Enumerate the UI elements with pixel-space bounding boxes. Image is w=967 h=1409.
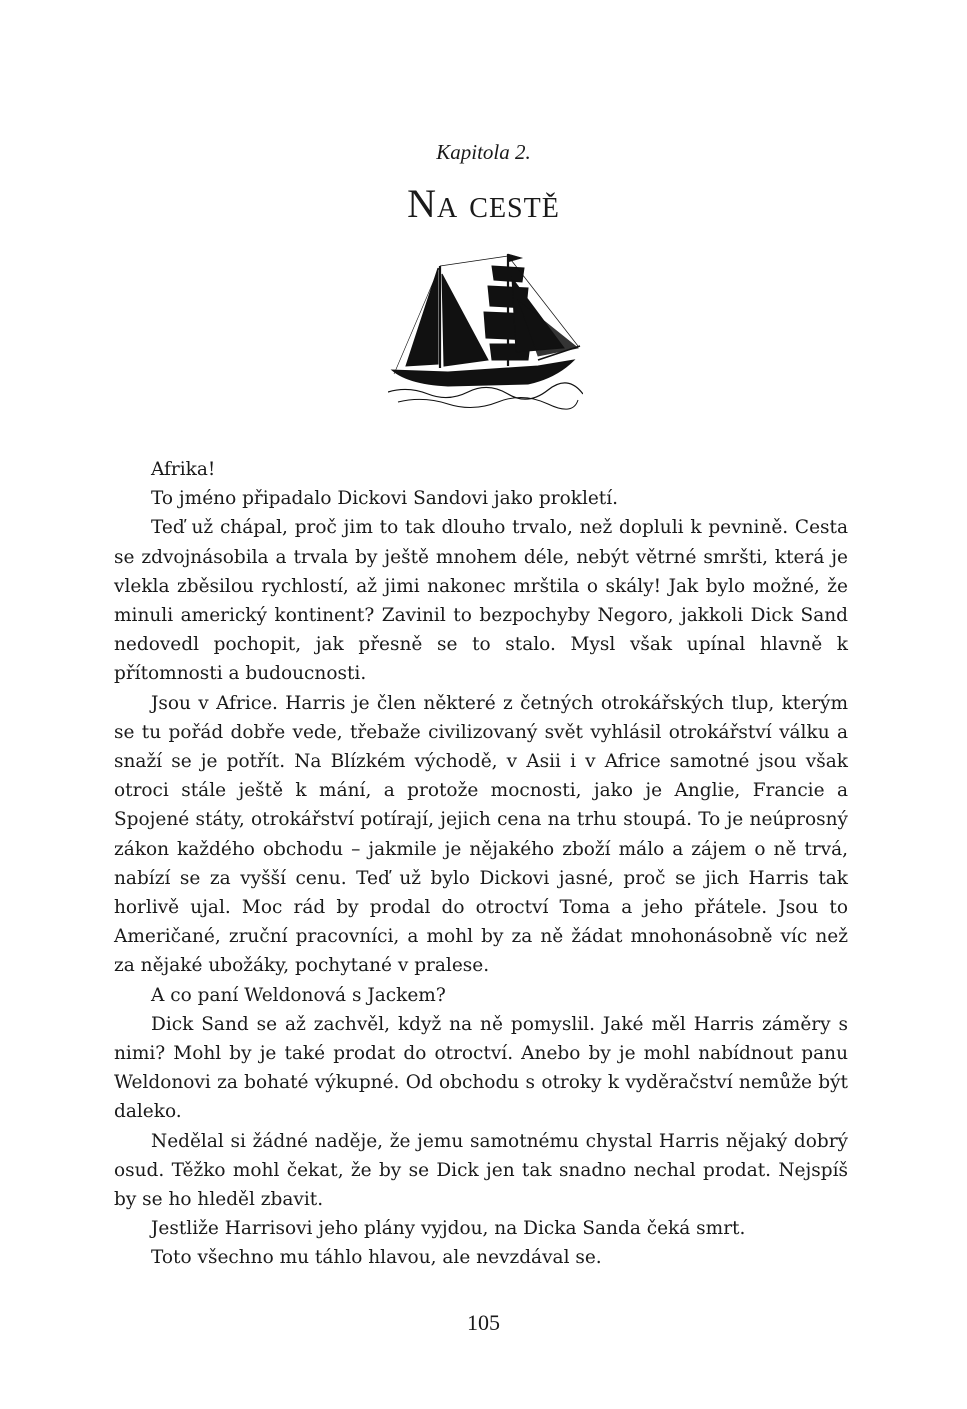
paragraph: Jsou v Africe. Harris je člen některé z četných otrokářských tlup, kterým se tu pořád dobře vede, třebaže civilizovaný svět vyhlásil otrokářství válku a snaží se je potřít. Na Blízkém východě, v Asii i v Africe samotné jsou však otroci stále ještě k mání, a protože mocnosti, jako je Anglie, Francie a Spojené státy, otrokářství potírají, jejich cena na trhu stoupá. To je neúprosný zákon každého obchodu – jakmile je nějakého zboží málo a zájem o ně trvá, nabízí se za vyšší cenu. Teď už bylo Dickovi jasné, proč se jich Harris tak horlivě ujal. Moc rád by prodal do otroctví Toma a jeho přátele. Jsou to Američané, zruční pracovníci, a mohl by za ně žádat mnohonásobně víc než za nějaké ubožáky, pochytané v pralese.	[114, 692, 848, 977]
paragraph: Jestliže Harrisovi jeho plány vyjdou, na Dicka Sanda čeká smrt.	[151, 1218, 746, 1240]
paragraph: Afrika!	[151, 459, 216, 480]
chapter-body	[114, 455, 848, 1273]
paragraph: To jméno připadalo Dickovi Sandovi jako prokletí.	[151, 488, 619, 510]
page-number: 105	[467, 1310, 500, 1335]
sailing-ship-icon	[388, 248, 583, 410]
paragraph: Teď už chápal, proč jim to tak dlouho trvalo, než dopluli k pevnině. Cesta se zdvojnásobila a trvala by ještě mnohem déle, nebýt větrné smršti, která je vlekla zběsilou rychlostí, až jimi nakonec mrštila o skály! Jak bylo možné, že minuli americký kontinent? Zavinil to bezpochyby Negoro, jakkoli Dick Sand nedovedl pochopit, jak přesně se to stalo. Mysl však upínal hlavně k přítomnosti a budoucnosti.	[114, 517, 848, 685]
chapter-title: Na cestě	[407, 181, 560, 226]
paragraph: Dick Sand se až zachvěl, když na ně pomyslil. Jaké měl Harris záměry s nimi? Mohl by je také prodat do otroctví. Anebo by je mohl nabídnout panu Weldonovi za bohaté výkupné. Od obchodu s otroky k vyděračství nemůže být daleko.	[114, 1013, 848, 1123]
paragraph: Nedělal si žádné naděje, že jemu samotnému chystal Harris nějaký dobrý osud. Těžko mohl čekat, že by se Dick jen tak snadno nechal prodat. Nejspíš by se ho hleděl zbavit.	[114, 1130, 848, 1211]
paragraph: A co paní Weldonová s Jackem?	[151, 984, 446, 1006]
paragraph: Toto všechno mu táhlo hlavou, ale nevzdával se.	[151, 1247, 602, 1269]
chapter-label: Kapitola 2.	[436, 140, 531, 164]
